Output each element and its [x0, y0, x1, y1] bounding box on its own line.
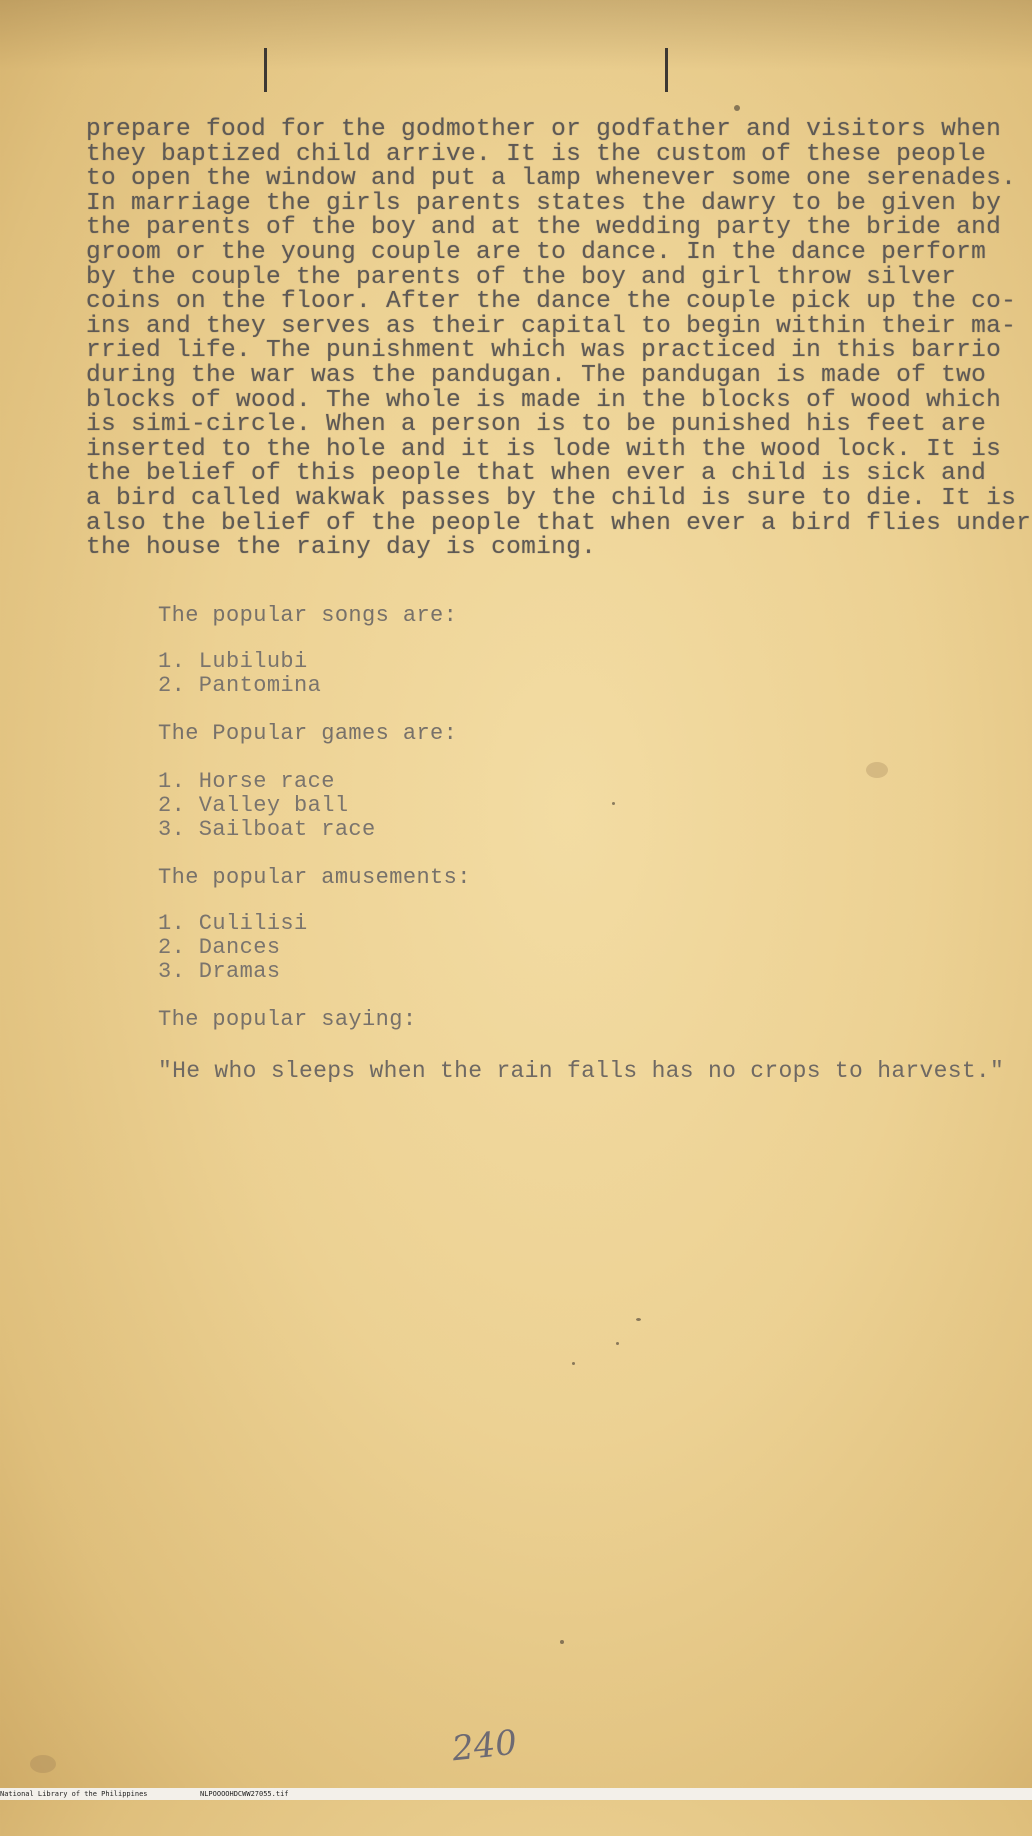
footer-file-id: NLPOOOOHDCWW27055.tif — [200, 1790, 289, 1798]
amusements-heading: The popular amusements: — [158, 865, 471, 890]
paper-speck — [734, 105, 740, 111]
list-item: 1. Horse race — [158, 769, 335, 794]
handwritten-page-number: 240 — [450, 1722, 519, 1770]
list-item: 3. Dramas — [158, 959, 281, 984]
list-item: 2. Pantomina — [158, 673, 322, 698]
songs-heading: The popular songs are: — [158, 603, 458, 628]
paper-stain — [30, 1755, 56, 1773]
paragraph-line: the house the rainy day is coming. — [86, 534, 597, 562]
list-item: 1. Lubilubi — [158, 649, 308, 674]
paragraph-line: to open the window and put a lamp whenever some one serenades. — [86, 165, 1017, 193]
paragraph-line: during the war was the pandugan. The pandugan is made of two — [86, 361, 987, 389]
paragraph-line: coins on the floor. After the dance the couple pick up the co- — [86, 288, 1017, 316]
scan-footer — [0, 1788, 1032, 1800]
paragraph-line: is simi-circle. When a person is to be punished his feet are — [86, 411, 987, 439]
paragraph-line: also the belief of the people that when ever a bird flies under — [86, 509, 1032, 537]
paragraph-line: the belief of this people that when ever a child is sick and — [86, 460, 987, 488]
paper-speck — [616, 1342, 619, 1345]
footer-library: National Library of the Philippines — [0, 1790, 148, 1798]
popular-saying: "He who sleeps when the rain falls has no crops to harvest." — [158, 1058, 1005, 1084]
games-list — [158, 770, 376, 842]
paragraph-line: by the couple the parents of the boy and girl throw silver — [86, 263, 957, 291]
songs-list — [158, 650, 321, 698]
games-heading: The Popular games are: — [158, 721, 458, 746]
paragraph-line: groom or the young couple are to dance. In the dance perform — [86, 238, 987, 266]
paper-speck — [572, 1362, 575, 1365]
paragraph-line: the parents of the boy and at the wedding party the bride and — [86, 214, 1002, 242]
list-item: 3. Sailboat race — [158, 817, 376, 842]
paragraph-line: they baptized child arrive. It is the custom of these people — [86, 140, 987, 168]
paragraph-line: blocks of wood. The whole is made in the blocks of wood which — [86, 386, 1002, 414]
amusements-list — [158, 912, 308, 984]
paragraph-line: rried life. The punishment which was practiced in this barrio — [86, 337, 1002, 365]
paragraph-line: prepare food for the godmother or godfather and visitors when — [86, 116, 1002, 143]
paper-stain — [866, 762, 888, 778]
list-item: 1. Culilisi — [158, 911, 308, 936]
paper-speck — [612, 802, 615, 805]
list-item: 2. Dances — [158, 935, 281, 960]
paragraph-line: ins and they serves as their capital to begin within their ma- — [86, 312, 1017, 340]
paper-speck — [560, 1640, 564, 1644]
main-paragraph — [86, 116, 1032, 562]
saying-heading: The popular saying: — [158, 1007, 417, 1032]
paragraph-line: inserted to the hole and it is lode with the wood lock. It is — [86, 435, 1002, 463]
paper-speck — [636, 1318, 641, 1321]
margin-mark-right — [665, 48, 668, 92]
page-top-shadow — [0, 0, 1032, 70]
paragraph-line: In marriage the girls parents states the dawry to be given by — [86, 189, 1002, 217]
paragraph-line: a bird called wakwak passes by the child is sure to die. It is — [86, 484, 1017, 512]
list-item: 2. Valley ball — [158, 793, 349, 818]
margin-mark-left — [264, 48, 267, 92]
